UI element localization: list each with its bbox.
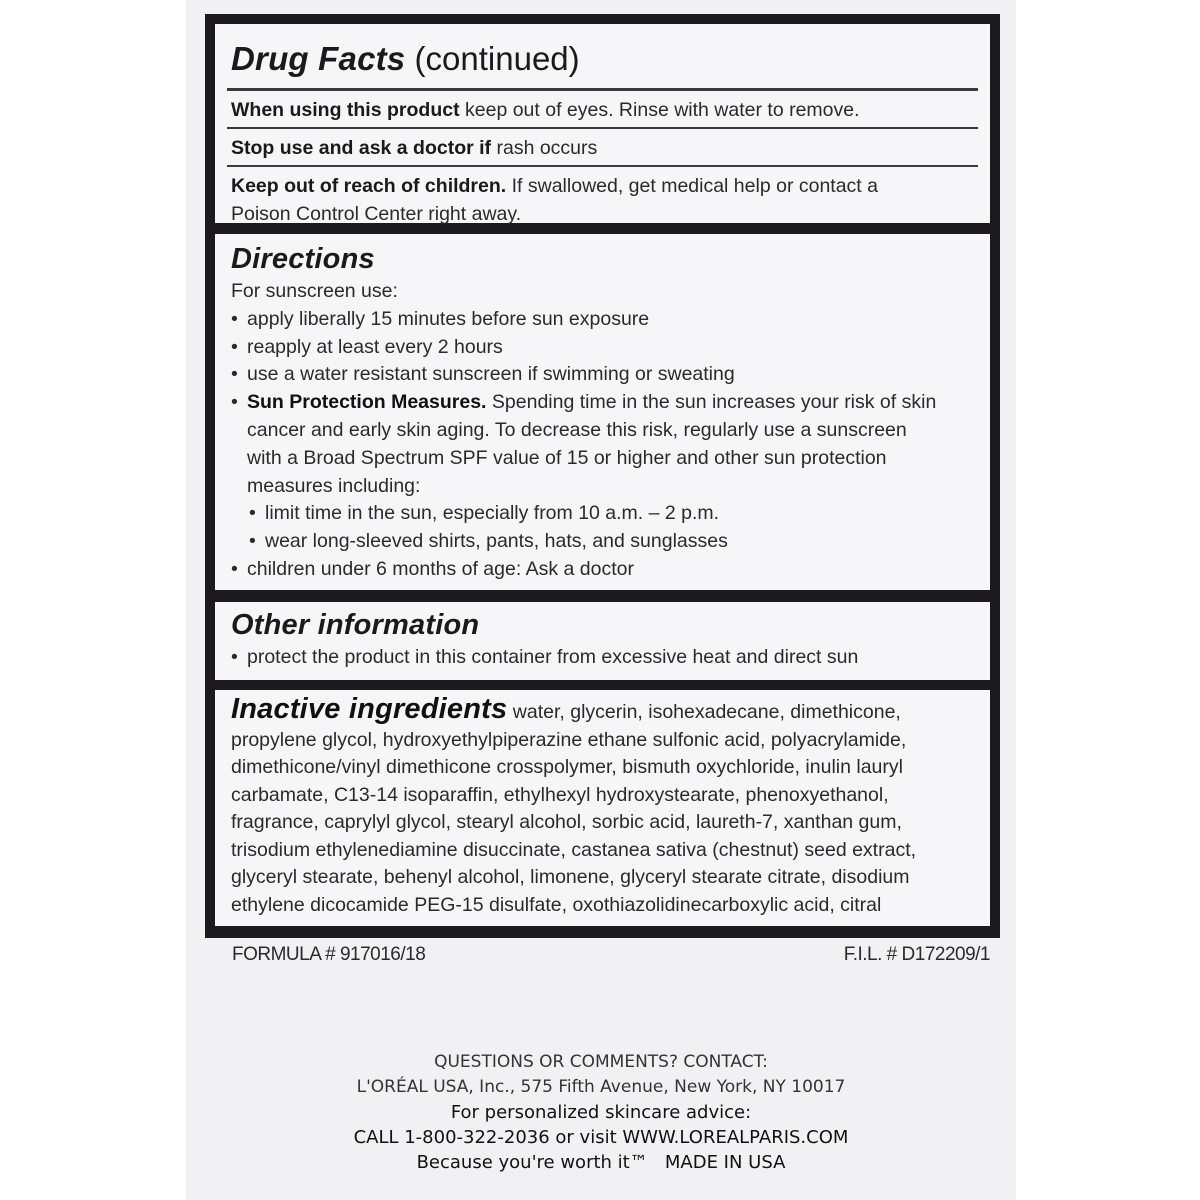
list-item-text: protect the product in this container from excessive heat and direct sun: [247, 646, 859, 668]
bullet-icon: •: [231, 363, 238, 386]
warning-label: Keep out of reach of children.: [231, 175, 507, 197]
other-information-heading: Other information: [231, 609, 480, 641]
warning-text: rash occurs: [496, 137, 598, 159]
warning-when-using: [231, 91, 974, 127]
list-item: [231, 334, 974, 362]
list-item: [231, 644, 974, 672]
warning-label: When using this product: [231, 99, 460, 121]
continued-label: (continued): [414, 40, 580, 77]
list-item-text: Spending time in the sun increases your risk of skin: [491, 391, 937, 414]
list-item-text: measures including:: [247, 474, 421, 497]
list-item-text: use a water resistant sunscreen if swimming or sweating: [247, 363, 735, 386]
list-item-text: limit time in the sun, especially from 10 a.m. – 2 p.m.: [265, 502, 720, 525]
ingredient-line: fragrance, caprylyl glycol, stearyl alcohol, sorbic acid, laureth-7, xanthan gum,: [231, 811, 902, 833]
inactive-ingredients-text: [231, 690, 974, 919]
list-item-text: reapply at least every 2 hours: [247, 335, 503, 358]
bullet-icon: •: [231, 391, 238, 414]
warning-stop-use: [231, 129, 974, 165]
warning-text: If swallowed, get medical help or contact a: [511, 175, 878, 197]
list-item: [231, 306, 974, 334]
inactive-ingredients-heading: Inactive ingredients: [231, 693, 508, 725]
bullet-icon: •: [231, 335, 238, 358]
list-item: [231, 556, 974, 584]
inactive-ingredients-box: [215, 690, 990, 926]
warning-label: Stop use and ask a doctor if: [231, 137, 492, 159]
drug-facts-heading: Drug Facts: [231, 40, 406, 77]
company-address: L'ORÉAL USA, Inc., 575 Fifth Avenue, New York, NY 10017: [356, 1077, 846, 1097]
formula-number: FORMULA # 917016/18: [232, 944, 426, 965]
sub-list-item: [231, 528, 974, 556]
ingredient-line: carbamate, C13-14 isoparaffin, ethylhexyl hydroxystearate, phenoxyethanol,: [231, 783, 889, 806]
list-item-sun-protection: [231, 389, 974, 417]
directions-intro: For sunscreen use:: [231, 280, 398, 302]
ingredient-line: water, glycerin, isohexadecane, dimethicone,: [512, 701, 901, 723]
warning-text: Poison Control Center right away.: [231, 203, 522, 225]
ingredient-line: propylene glycol, hydroxyethylpiperazine ethane sulfonic acid, polyacrylamide,: [231, 728, 907, 751]
bullet-icon: •: [249, 502, 256, 525]
ingredient-line: trisodium ethylenediamine disuccinate, castanea sativa (chestnut) seed extract,: [231, 838, 917, 861]
tagline-made-in: Because you're worth it™ MADE IN USA: [416, 1152, 786, 1173]
drug-facts-frame: [205, 14, 1000, 938]
list-item-text: wear long-sleeved shirts, pants, hats, and sunglasses: [265, 530, 728, 553]
directions-heading: Directions: [231, 243, 375, 275]
drug-facts-warnings-box: [215, 24, 990, 223]
fil-number: F.I.L. # D172209/1: [843, 944, 990, 965]
ingredient-line: dimethicone/vinyl dimethicone crosspolymer, bismuth oxychloride, inulin lauryl: [231, 756, 903, 778]
drug-facts-title: [231, 24, 974, 78]
list-item-text: children under 6 months of age: Ask a doctor: [247, 557, 634, 580]
list-item-text: cancer and early skin aging. To decrease this risk, regularly use a sunscreen: [247, 418, 907, 441]
bullet-icon: •: [249, 530, 256, 553]
list-item: [231, 361, 974, 389]
ingredient-line: ethylene dicocamide PEG-15 disulfate, oxothiazolidinecarboxylic acid, citral: [231, 893, 882, 916]
contact-heading: QUESTIONS OR COMMENTS? CONTACT:: [434, 1052, 768, 1072]
contact-info: [186, 1050, 1016, 1175]
sun-protection-label: Sun Protection Measures.: [247, 391, 487, 414]
sub-list-item: [231, 500, 974, 528]
directions-list: [231, 278, 974, 584]
bullet-icon: •: [231, 557, 238, 580]
bullet-icon: •: [231, 307, 238, 330]
other-information-box: [215, 602, 990, 680]
phone-and-website: CALL 1-800-322-2036 or visit WWW.LOREALPARIS.COM: [353, 1127, 849, 1148]
ingredient-line: glyceryl stearate, behenyl alcohol, limonene, glyceryl stearate citrate, disodium: [231, 866, 910, 888]
directions-box: [215, 234, 990, 590]
skincare-advice-label: For personalized skincare advice:: [450, 1102, 752, 1123]
bullet-icon: •: [231, 646, 238, 668]
warning-text: keep out of eyes. Rinse with water to remove.: [465, 99, 860, 121]
warning-keep-out-of-reach: [231, 167, 974, 231]
list-item-text: with a Broad Spectrum SPF value of 15 or higher and other sun protection: [247, 446, 887, 469]
list-item-text: apply liberally 15 minutes before sun exposure: [247, 307, 650, 330]
product-codes: [232, 944, 990, 966]
